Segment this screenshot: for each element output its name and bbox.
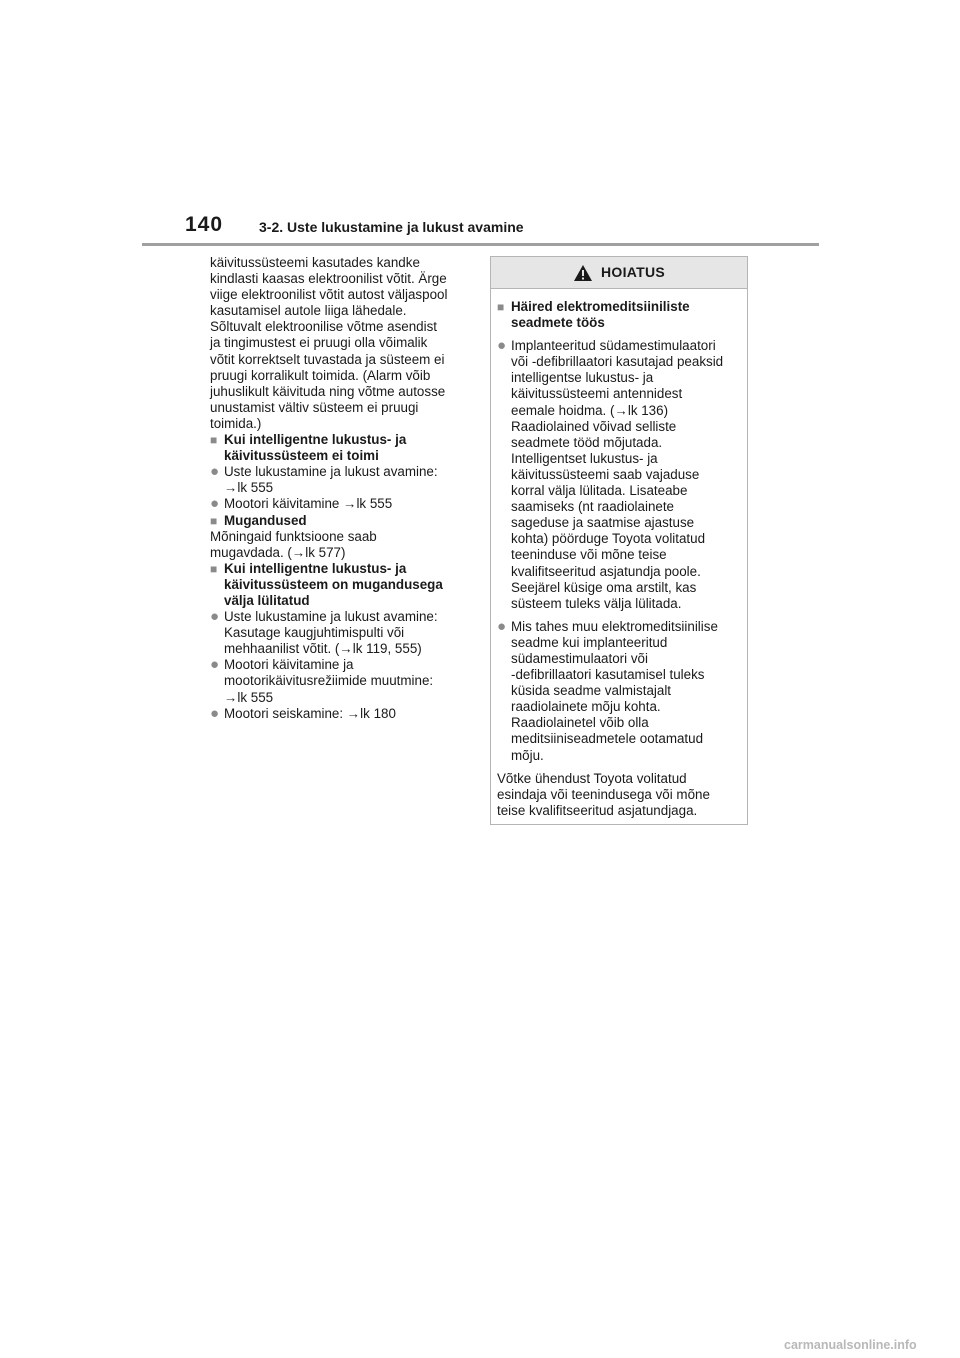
warning-heading: ■ Häired elektromeditsiiniliste seadmete töös — [497, 299, 690, 331]
bullet-engine-start-modes: ● Mootori käivitamine ja mootorikäivitusrežiimide muutmine: →lk 555 — [210, 656, 434, 705]
square-bullet-icon: ■ — [210, 561, 218, 576]
square-bullet-icon: ■ — [210, 433, 218, 448]
warning-body — [491, 289, 747, 819]
bullet-doors-remote-key: ● Uste lukustamine ja lukust avamine: Kasutage kaugjuhtimispulti või mehhaanilist võtit. (→lk 119, 555) — [210, 608, 438, 657]
heading-system-disabled: ■ Kui intelligentne lukustus- ja käivitussüsteem on mugandusega välja lülitatud — [210, 560, 443, 608]
heading-system-not-working: ■ Kui intelligentne lukustus- ja käivitussüsteem ei toimi — [210, 432, 407, 464]
circle-bullet-icon: ● — [210, 704, 220, 722]
warning-title: HOIATUS — [600, 264, 666, 281]
circle-bullet-icon: ● — [210, 495, 220, 513]
header-rule — [142, 243, 819, 246]
warning-box — [490, 256, 748, 825]
circle-bullet-icon: ● — [497, 337, 507, 355]
circle-bullet-icon: ● — [497, 617, 507, 635]
warning-closing: Võtke ühendust Toyota volitatud esindaja või teenindusega või mõne teise kvalifitseeritud asjatundjaga. — [497, 770, 710, 818]
bullet-doors-lock-unlock: ● Uste lukustamine ja lukust avamine: →lk 555 — [210, 463, 438, 496]
page-number: 140 — [185, 213, 224, 236]
intro-paragraph: käivitussüsteemi kasutades kandke kindlasti kaasas elektroonilist võtit. Ärge viige elektroonilist võtit autost väljaspool kasutamisel autole liiga lähedale. Sõltuvalt elektroonilise võtme asendist ja tingimustest ei pruugi olla võimalik võtit korrektselt tuvastada ja süsteem ei pruugi korralikult toimida. (Alarm võib juhuslikult käivituda ning võtme autosse unustamist vältiv süsteem ei pruugi toimida.) — [210, 255, 448, 431]
circle-bullet-icon: ● — [210, 608, 220, 626]
left-column — [210, 255, 472, 722]
watermark: carmanualsonline.info — [784, 1338, 917, 1352]
warning-triangle-icon — [573, 264, 593, 282]
square-bullet-icon: ■ — [497, 300, 505, 314]
warning-header — [491, 257, 747, 289]
bullet-engine-stop: ● Mootori seiskamine: →lk 180 — [210, 704, 396, 722]
section-title: 3-2. Uste lukustamine ja lukust avamine — [259, 219, 524, 235]
circle-bullet-icon: ● — [210, 463, 220, 481]
bullet-engine-start: ● Mootori käivitamine →lk 555 — [210, 495, 393, 513]
circle-bullet-icon: ● — [210, 656, 220, 674]
warning-bullet-other-devices: ● Mis tahes muu elektromeditsiinilise seadme kui implanteeritud südamestimulaatori või -defibrillaatori kasutamisel tuleks küsida seadme valmistajalt raadiolainete mõju kohta. Raadiolainetel võib olla meditsiiniseadmetele ootamatud mõju. — [497, 617, 718, 763]
customization-text: Mõningaid funktsioone saab mugavdada. (→lk 577) — [210, 528, 377, 560]
square-bullet-icon: ■ — [210, 513, 218, 528]
heading-customization: ■ Mugandused — [210, 512, 307, 528]
warning-bullet-pacemaker: ● Implanteeritud südamestimulaatori või -defibrillaatori kasutajad peaksid intelligentse lukustus- ja käivitussüsteemi antennidest eemale hoidma. (→lk 136) Raadiolained võivad selliste seadmete tööd mõjutada. Intelligentset lukustus- ja käivitussüsteemi saab vajaduse korral välja lülitada. Lisateabe saamiseks (nt raadiolainete sageduse ja saatmise ajastuse kohta) pöörduge Toyota volitatud teeninduse või mõne teise kvalifitseeritud asjatundja poole. Seejärel küsige oma arstilt, kas süsteem tuleks välja lülitada. — [497, 337, 724, 611]
